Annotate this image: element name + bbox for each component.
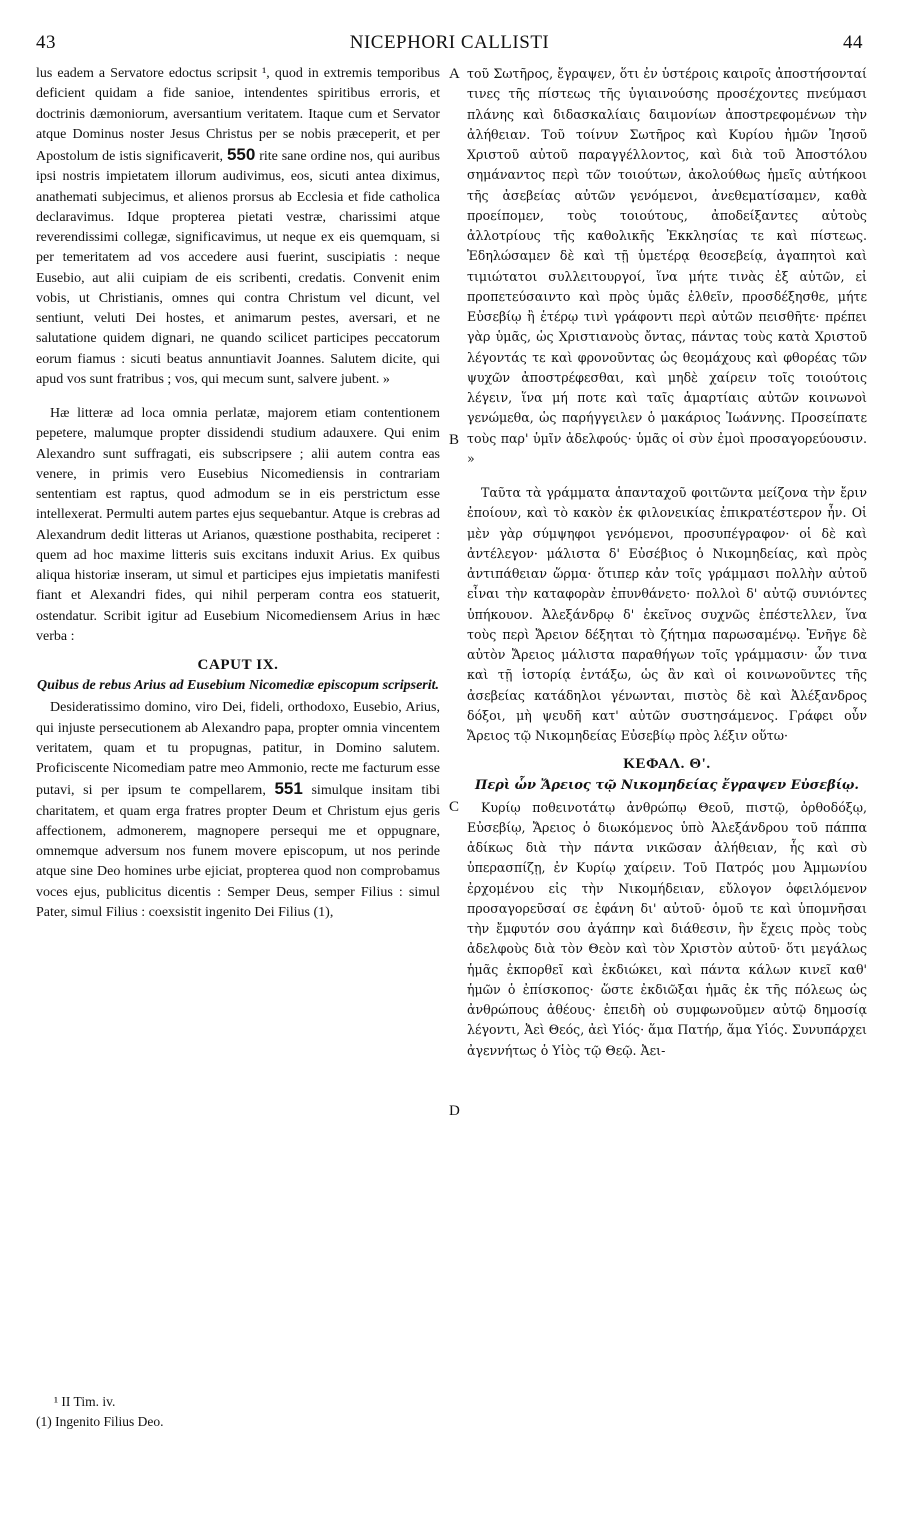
greek-chapter-heading: ΚΕΦΑΛ. Θ'. — [623, 756, 711, 773]
section-marker-a: A — [449, 66, 460, 82]
latin-paragraph-1 — [36, 64, 440, 390]
greek-paragraph-2: Ταῦτα τὰ γράμματα ἁπανταχοῦ φοιτῶντα μείζονα τὴν ἔριν ἐποίουν, καὶ τὸ κακὸν ἐκ φιλονεικίας ἐπικρατέστερον ἦν. Οἱ μὲν γὰρ σύμψηφοι γενόμενοι, προσυπέγραφον· οἱ δὲ καὶ ἀντέλεγον· μάλιστα δ' Εὐσέβιος ὁ Νικομηδείας, καὶ πρὸς ἀντιπάθειαν ὥρμα· ὅτιπερ κἀν τοῖς γράμμασι πολλὴν αὐτοῦ εἶναι τὴν καταφορὰν ἐπυνθάνετο· πολλοὶ δ' αὐτῷ συνιόντες ὑπήκουον. Ἀλεξάνδρῳ δ' ἐκεῖνος συχνῶς ἐπέστελλεν, ἵνα τοὺς περὶ Ἄρειον δέξηται τὸ ζήτημα παρωσαμένῳ. Ἐνῆγε δὲ αὐτὸν Ἄρειος μάλιστα παραθήγων τοῖς γράμμασιν· ὧν τινα καὶ τῇ ἱστορίᾳ ἐντάξω, ὡς ἂν καὶ οἱ κοινωνοῦντες τῆς ἀσεβείας κατάδηλοι γένωνται, πιστὸς δὲ καὶ Ἀλέξανδρος δόξοι, μὴ ψευδῆ κατ' αὐτῶν συστησάμενος. Γράφει οὖν Ἄρειος τῷ Νικομηδείας Εὐσεβίῳ πρὸς λέξιν οὕτω· — [467, 485, 867, 743]
section-marker-b: B — [449, 432, 460, 448]
greek-paragraph-3: Κυρίῳ ποθεινοτάτῳ ἀνθρώπῳ Θεοῦ, πιστῷ, ὀρθοδόξῳ, Εὐσεβίῳ, Ἄρειος ὁ διωκόμενος ὑπὸ Ἀλεξάνδρου τοῦ πάππα ἀδίκως διὰ τὴν πάντα νικῶσαν ἀλήθειαν, ἧς καὶ σὺ ὑπερασπίζῃ, ἐν Κυρίῳ χαίρειν. Τοῦ Πατρός μου Ἀμμωνίου ἐρχομένου εἰς τὴν Νικομήδειαν, εὔλογον ὀφειλόμενον προσαγορεῦσαί σε ἐφάνη δι' αὐτοῦ· ὁμοῦ τε καὶ ὑπομνῆσαι τὴν ἔμφυτόν σου ἀγάπην καὶ διάθεσιν, ἣν ἔχεις πρὸς τοὺς ἀδελφοὺς διὰ τὸν Θεὸν καὶ τὸν Χριστὸν αὐτοῦ· ὅτι μεγάλως ἡμᾶς ἐκπορθεῖ καὶ ἐκδιώκει, καὶ πάντα κάλων κινεῖ καθ' ἡμῶν ὁ ἐπίσκοπος· ὥστε ἐκδιῶξαι ἡμᾶς ἐκ τῆς πόλεως ὡς ἀνθρώπους ἀθέους· ἐπειδὴ οὐ συμφωνοῦμεν αὐτῷ δημοσίᾳ λέγοντι, Ἀεὶ Θεός, ἀεὶ Υἱός· ἅμα Πατήρ, ἅμα Υἱός. Συνυπάρχει ἀγεννήτως ὁ Υἱὸς τῷ Θεῷ. Ἀει- — [467, 799, 867, 1058]
greek-column — [467, 64, 867, 1061]
running-title: NICEPHORI CALLISTI — [349, 32, 550, 53]
latin-column — [36, 64, 440, 923]
latin-chapter-subtitle: Quibus de rebus Arius ad Eusebium Nicomediæ episcopum scripserit. — [36, 678, 440, 694]
column-number-551: 551 — [274, 779, 303, 799]
latin-text-1b: rite sane ordine nos, qui auribus ipsi nostris impietatem illorum audivimus, eos, sicuti antea diximus, anathemati subjecimus, et alienos prorsus ab Ecclesia et fide catholica declaravimus. Idque propterea pietati vestræ, charissimi atque reverendissimi collegæ, significavimus, ut neque ex eis quemquam, si per temeritatem ad vos accedere ausi fuerint, suscipiatis : neque Eusebio, aut alii cuipiam de eis scribenti, credatis. Convenit enim vobis, ut Christianis, omnes qui contra Christum vel dicunt, vel sentiunt, veluti Dei hostes, et animarum pestes, aversari, et ne salutatione quidem dignari, ne quando scilicet participes peccatorum eorum fiamus : sicuti beatus annuntiavit Joannes. Salutem dicite, qui apud vos sunt fratribus ; vos, qui mecum sunt, salvere jubent. » — [36, 149, 440, 387]
page-number-right: 44 — [843, 32, 863, 53]
footnote-1: (1) Ingenito Filius Deo. — [36, 1414, 164, 1429]
latin-paragraph-2: Hæ litteræ ad loca omnia perlatæ, majorem etiam contentionem pepetere, malumque propter dissidendi studium adauxere. Qui enim Alexandro sunt suffragati, eis subscripsere ; alii autem contra eas venere, in primis vero Eusebius Nicomediensis in contrariam sententiam est raptus, quod admodum se in eis perstrictum esse intellexerat. Permulti autem partes ejus sequebantur. Atque is crebras ad Alexandrum dedit litteras ut Arianos, quæstione posthabita, reciperet : quem ad hoc maxime litteris suis excitans induxit Arius. Ex quibus aliqua historiæ inseram, ut simul et participes ejus impietatis manifesti fiant et Alexandri fides, qui nihil perperam contra eos statuerit, ostendatur. Scribit igitur ad Eusebium Nicomediensem Arius in hæc verba : — [36, 406, 440, 644]
page-number-left: 43 — [36, 32, 56, 53]
latin-chapter-heading: CAPUT IX. — [197, 657, 279, 673]
page-header — [36, 32, 863, 62]
footnotes — [36, 1392, 440, 1432]
greek-chapter-subtitle: Περὶ ὧν Ἄρειος τῷ Νικομηδείας ἔγραψεν Εὐσεβίῳ. — [475, 777, 859, 793]
latin-text-1a: lus eadem a Servatore edoctus scripsit ¹, quod in extremis temporibus deficient quidam a fide sanioe, intendentes spiritibus erroris, et doctrinis dæmoniorum, aversantium veritatem. Itaque cum et Servator atque Dominus noster Jesus Christus per se nobis præceperit, et per Apostolum de istis significaverit, — [36, 66, 440, 164]
section-marker-c: C — [449, 799, 460, 815]
section-marker-d: D — [449, 1103, 460, 1119]
latin-text-3a: Desideratissimo domino, viro Dei, fideli, orthodoxo, Eusebio, Arius, qui injuste persecutionem ab Alexandro papa, propter omnia vincentem veritatem, quam et tu propugnas, patitur, in Domino salutem. Proficiscente Nicomediam patre meo Ammonio, recte me facturum esse putavi, si per ipsum te compellarem, — [36, 700, 440, 799]
footnote-scripture-ref: ¹ II Tim. iv. — [54, 1394, 116, 1409]
greek-paragraph-1: τοῦ Σωτῆρος, ἔγραψεν, ὅτι ἐν ὑστέροις καιροῖς ἀποστήσονταί τινες τῆς πίστεως τῆς ὑγιαινούσης προσέχοντες πνεύμασι πλάνης καὶ διδασκαλίαις δαιμονίων ἀποστρεφομένων τὴν ἀλήθειαν. Τοῦ τοίνυν Σωτῆρος καὶ Κυρίου ἡμῶν Ἰησοῦ Χριστοῦ αὐτοῦ παραγγέλλοντος, καὶ διὰ τοῦ Ἀποστόλου σημάναντος περὶ τῶν τοιούτων, ἀκολούθως ἡμεῖς αὐτήκοοι τῆς ἀσεβείας αὐτῶν γενόμενοι, ἀνεθεματίσαμεν, καθὰ προείπομεν, τοὺς τοιούτους, ἀποδείξαντες αὐτοὺς ἀλλοτρίους τῆς καθολικῆς Ἐκκλησίας τε καὶ πίστεως. Ἐδηλώσαμεν δὲ καὶ τῇ ὑμετέρᾳ θεοσεβείᾳ, ἀγαπητοὶ καὶ τιμιώτατοι συλλειτουργοί, ἵνα μήτε τινὰς ἐξ αὐτῶν, εἰ προπετεύσαιντο καὶ πρὸς ὑμᾶς ἐλθεῖν, προσδέξησθε, μήτε Εὐσεβίῳ ἢ ἑτέρῳ τινὶ γράφοντι περὶ αὐτῶν πεισθῆτε· πρέπει γὰρ ὑμᾶς, ὡς Χριστιανοὺς ὄντας, πάντας τοὺς κατὰ Χριστοῦ λέγοντάς τε καὶ φρονοῦντας ὡς θεομάχους καὶ φθορέας τῶν ψυχῶν ἀποστρέφεσθαι, καὶ μηδὲ χαίρειν τοῖς τοιούτοις λέγειν, ἵνα μή ποτε καὶ ταῖς ἁμαρτίαις αὐτῶν κοινωνοὶ γενώμεθα, ὡς παρήγγειλεν ὁ μακάριος Ἰωάννης. Προσείπατε τοὺς παρ' ὑμῖν ἀδελφούς· ὑμᾶς οἱ σὺν ἐμοὶ προσαγορεύουσιν. » — [467, 66, 867, 466]
column-number-550: 550 — [226, 145, 256, 164]
latin-paragraph-3 — [36, 698, 440, 923]
latin-text-3b: simulque insitam tibi charitatem, et quam erga fratres propter Deum et Christum ejus geris affectionem, admonerem, magnopere persequi me et oppugnare, omnemque adversum nos funem movere episcopum, ut nos perinde atque sine Deo homines urbe ejiciat, propterea quod non comprobamus voces ejus, publicitus dicentis : Semper Deus, semper Filius : simul Pater, simul Filius : coexsistit ingenito Dei Filius (1), — [36, 783, 440, 920]
